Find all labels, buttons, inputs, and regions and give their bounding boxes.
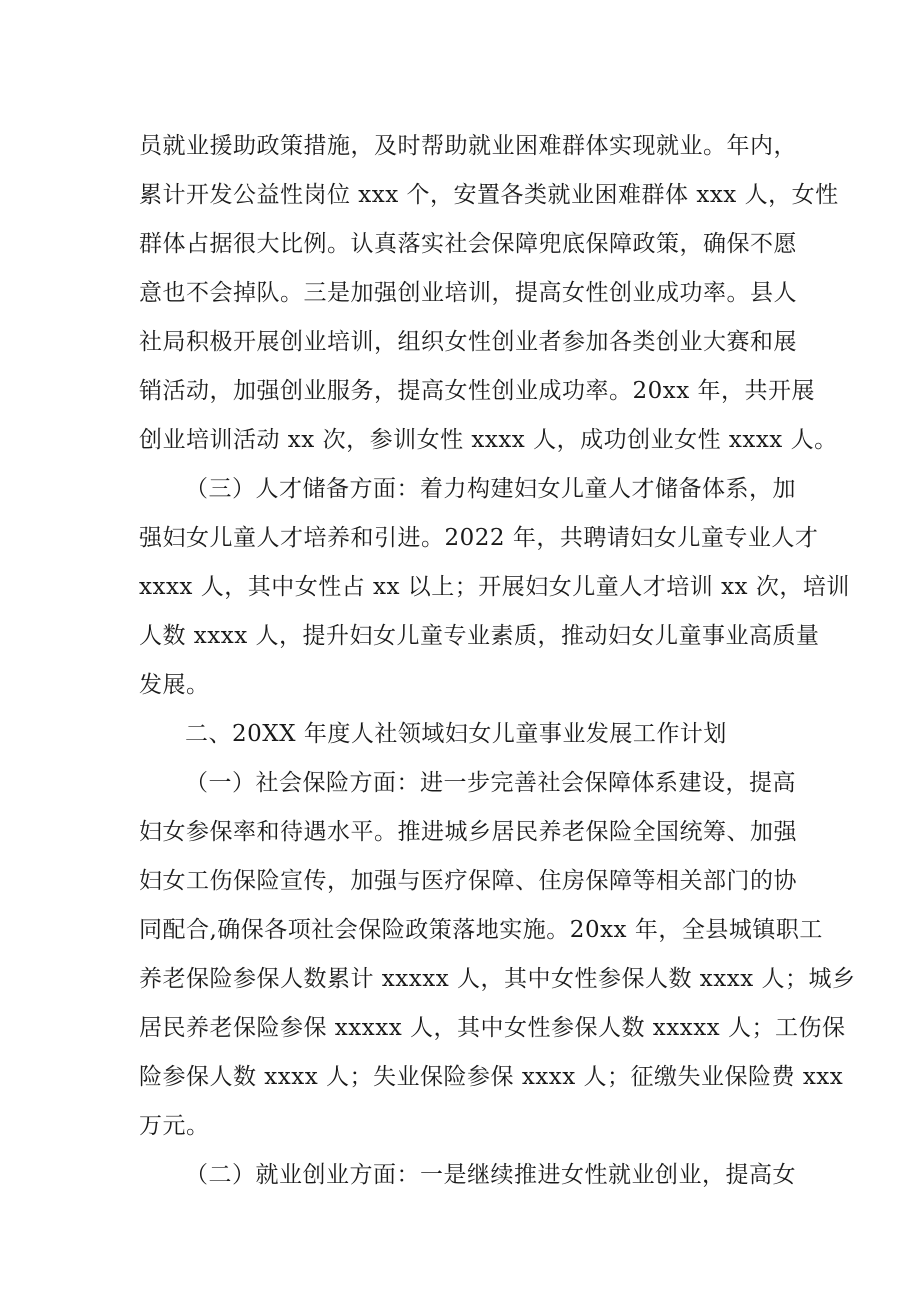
paragraph-line: 销活动，加强创业服务，提高女性创业成功率。20xx 年，共开展	[139, 378, 816, 404]
paragraph-line: 妇女工伤保险宣传，加强与医疗保障、住房保障等相关部门的协	[139, 868, 797, 894]
paragraph-line: 群体占据很大比例。认真落实社会保障兜底保障政策，确保不愿	[139, 231, 797, 257]
paragraph-line: 社局积极开展创业培训，组织女性创业者参加各类创业大赛和展	[139, 329, 797, 355]
paragraph-line: 员就业援助政策措施，及时帮助就业困难群体实现就业。年内，	[139, 133, 797, 159]
paragraph-line: 同配合,确保各项社会保险政策落地实施。20xx 年，全县城镇职工	[139, 917, 823, 943]
paragraph-line: 意也不会掉队。三是加强创业培训，提高女性创业成功率。县人	[139, 280, 797, 306]
section-heading: 二、20XX 年度人社领域妇女儿童事业发展工作计划	[185, 721, 727, 747]
paragraph-line: 居民养老保险参保 xxxxx 人，其中女性参保人数 xxxxx 人；工伤保	[139, 1015, 846, 1041]
paragraph-line: 发展。	[139, 672, 210, 698]
section-3-first-line: （三）人才储备方面：着力构建妇女儿童人才储备体系，加	[185, 476, 796, 502]
paragraph-line: 险参保人数 xxxx 人；失业保险参保 xxxx 人；征缴失业保险费 xxx	[139, 1064, 844, 1090]
paragraph-line: 强妇女儿童人才培养和引进。2022 年，共聘请妇女儿童专业人才	[139, 525, 819, 551]
paragraph-line: 累计开发公益性岗位 xxx 个，安置各类就业困难群体 xxx 人，女性	[139, 182, 839, 208]
paragraph-line: xxxx 人，其中女性占 xx 以上；开展妇女儿童人才培训 xx 次，培训	[139, 574, 850, 600]
paragraph-line: 养老保险参保人数累计 xxxxx 人，其中女性参保人数 xxxx 人；城乡	[139, 966, 856, 992]
paragraph-line: 妇女参保率和待遇水平。推进城乡居民养老保险全国统筹、加强	[139, 819, 797, 845]
employment-first-line: （二）就业创业方面：一是继续推进女性就业创业，提高女	[185, 1162, 796, 1188]
paragraph-line: 人数 xxxx 人，提升妇女儿童专业素质，推动妇女儿童事业高质量	[139, 623, 820, 649]
paragraph-line: 创业培训活动 xx 次，参训女性 xxxx 人，成功创业女性 xxxx 人。	[139, 427, 838, 453]
paragraph-line: 万元。	[139, 1113, 210, 1139]
social-insurance-first-line: （一）社会保险方面：进一步完善社会保障体系建设，提高	[185, 770, 796, 796]
